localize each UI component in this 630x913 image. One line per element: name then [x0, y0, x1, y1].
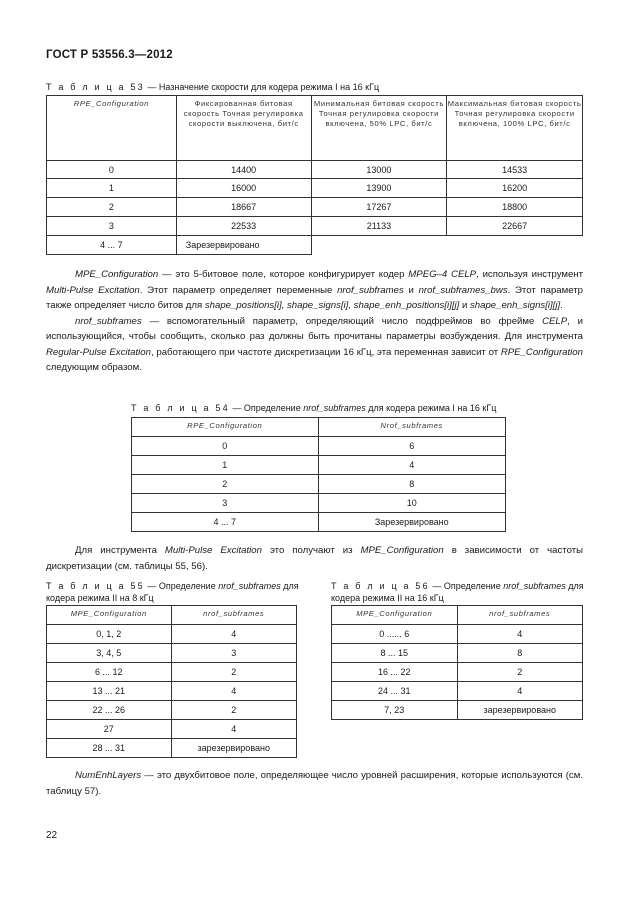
- table-cell: 13000: [311, 161, 447, 179]
- table-row: [47, 720, 297, 739]
- table-row: [47, 198, 583, 217]
- paragraph-nrof-subframes: nrof_subframes — вспомогательный параметр, определяющий число подфреймов во фрейме CELP, и использующийся, чтобы сообщить, сколько раз должны быть прочитаны параметры возбуждения. Для инструмента Regular-Pulse Excitation, работающего при частоте дискретизации 16 кГц, эта переменная зависит от RPE_Configuration следующим образом.: [46, 315, 583, 373]
- table-cell: 14400: [176, 161, 311, 179]
- table53-header-cell: Максимальная битовая скорость Точная регулировка скорости включена, 100% LPC, бит/с: [447, 96, 583, 161]
- table-cell: 16200: [447, 179, 583, 198]
- paragraph-mpe-configuration: MPE_Configuration — это 5-битовое поле, которое конфигурирует кодер MPEG–4 CELP, используя инструмент Multi-Pulse Excitation. Этот параметр определяет переменные nrof_subframes и nrof_subframes_bws. Этот параметр также определяет число битов для shape_positions[i], shape_signs[i], shape_enh_positions[i][j] и shape_enh_signs[i][j].: [46, 269, 584, 311]
- table53: [46, 95, 583, 255]
- table-cell: 13900: [311, 179, 447, 198]
- table-cell: 17267: [311, 198, 447, 217]
- table-row: [332, 701, 583, 720]
- table-row: [47, 625, 297, 644]
- table-cell: 10: [318, 494, 506, 513]
- table53-title: — Назначение скорости для кодера режима I на 16 кГц: [144, 82, 380, 92]
- table54: [131, 417, 506, 532]
- table55-header-row: [47, 606, 297, 625]
- table-cell: 3: [47, 217, 177, 236]
- table-cell: 16000: [176, 179, 311, 198]
- table54-header-cell: RPE_Configuration: [132, 418, 319, 437]
- table-cell: 1: [47, 179, 177, 198]
- table-cell: 2: [171, 663, 296, 682]
- table-cell: 0: [132, 437, 319, 456]
- table-cell: 6 ... 12: [47, 663, 172, 682]
- table-row: [47, 179, 583, 198]
- table-row: [332, 682, 583, 701]
- table54-caption: Т а б л и ц а 54 — Определение nrof_subframes для кодера режима I на 16 кГц: [131, 403, 497, 413]
- table-row: [47, 663, 297, 682]
- table54-label: Т а б л и ц а 54: [131, 403, 230, 413]
- body-text-block-2: [46, 543, 583, 574]
- table55-header-cell: MPE_Configuration: [47, 606, 172, 625]
- table-row: [332, 625, 583, 644]
- table-cell: 27: [47, 720, 172, 739]
- table-cell: 8: [318, 475, 506, 494]
- table-cell: 8 ... 15: [332, 644, 458, 663]
- table54-header-cell: Nrof_subframes: [318, 418, 506, 437]
- table-row: [132, 437, 506, 456]
- table-cell: 13 ... 21: [47, 682, 172, 701]
- table56-caption: Т а б л и ц а 56 — Определение nrof_subframes для кодера режима II на 16 кГц: [331, 581, 584, 603]
- body-text-block: [46, 267, 583, 376]
- table-cell: 4: [171, 682, 296, 701]
- table-cell: 2: [47, 198, 177, 217]
- table-cell: 4: [457, 625, 582, 644]
- table-cell: 4: [171, 625, 296, 644]
- table-row: [47, 739, 297, 758]
- paragraph-num-enh-layers: NumEnhLayers — это двухбитовое поле, определяющее число уровней расширения, которые используются (см. таблицу 57).: [46, 770, 583, 797]
- table56-label: Т а б л и ц а 56: [331, 581, 430, 591]
- table-cell: 4 ... 7: [47, 236, 177, 255]
- table-cell: 21133: [311, 217, 447, 236]
- table53-label: Т а б л и ц а 53: [46, 82, 145, 92]
- table-row: [47, 701, 297, 720]
- table-cell: 28 ... 31: [47, 739, 172, 758]
- table-row: [47, 236, 583, 255]
- table-cell: зарезервировано: [457, 701, 582, 720]
- table56-header-cell: nrof_subframes: [457, 606, 582, 625]
- table-cell: Зарезервировано: [318, 513, 506, 532]
- document-header: ГОСТ Р 53556.3—2012: [46, 49, 173, 61]
- table-row: [132, 475, 506, 494]
- table-cell-empty: [447, 236, 583, 255]
- table56: [331, 605, 583, 720]
- table-cell: 1: [132, 456, 319, 475]
- table-cell-empty: [311, 236, 447, 255]
- table53-caption: [46, 82, 379, 92]
- table-cell: 2: [457, 663, 582, 682]
- table-cell: 0: [47, 161, 177, 179]
- table-row: [332, 644, 583, 663]
- table-row: [47, 217, 583, 236]
- table-row: [132, 513, 506, 532]
- table-cell: Зарезервировано: [176, 236, 311, 255]
- table-cell: 0 ...... 6: [332, 625, 458, 644]
- table-cell: 3, 4, 5: [47, 644, 172, 663]
- table-cell: 16 ... 22: [332, 663, 458, 682]
- table-cell: 3: [171, 644, 296, 663]
- table-cell: 18667: [176, 198, 311, 217]
- table-row: [132, 456, 506, 475]
- table55-header-cell: nrof_subframes: [171, 606, 296, 625]
- table55-label: Т а б л и ц а 55: [46, 581, 145, 591]
- table-cell: 0, 1, 2: [47, 625, 172, 644]
- table-cell: 2: [132, 475, 319, 494]
- table53-header-cell: Фиксированная битовая скорость Точная регулировка скорости выключена, бит/с: [176, 96, 311, 161]
- table-cell: зарезервировано: [171, 739, 296, 758]
- table54-header-row: [132, 418, 506, 437]
- table-cell: 22667: [447, 217, 583, 236]
- table53-header-row: [47, 96, 583, 161]
- table56-header-row: [332, 606, 583, 625]
- table-cell: 4: [457, 682, 582, 701]
- table-row: [332, 663, 583, 682]
- table-cell: 14533: [447, 161, 583, 179]
- table-row: [47, 644, 297, 663]
- table-cell: 22 ... 26: [47, 701, 172, 720]
- table-cell: 4 ... 7: [132, 513, 319, 532]
- paragraph-multi-pulse: Для инструмента Multi-Pulse Excitation это получают из MPE_Configuration в зависимости от частоты дискретизации (см. таблицы 55, 56).: [46, 545, 583, 572]
- table-cell: 24 ... 31: [332, 682, 458, 701]
- table55-caption: Т а б л и ц а 55 — Определение nrof_subframes для кодера режима II на 8 кГц: [46, 581, 299, 603]
- table-cell: 4: [318, 456, 506, 475]
- table-cell: 3: [132, 494, 319, 513]
- table-cell: 4: [171, 720, 296, 739]
- table53-header-cell: RPE_Configuration: [47, 96, 177, 161]
- page-number: 22: [46, 830, 58, 841]
- body-text-block-3: [46, 768, 583, 799]
- table-row: [132, 494, 506, 513]
- table-cell: 22533: [176, 217, 311, 236]
- table-cell: 6: [318, 437, 506, 456]
- table56-header-cell: MPE_Configuration: [332, 606, 458, 625]
- table-cell: 18800: [447, 198, 583, 217]
- table-cell: 7, 23: [332, 701, 458, 720]
- table-row: [47, 682, 297, 701]
- table-row: [47, 161, 583, 179]
- table55: [46, 605, 297, 758]
- table53-header-cell: Минимальная битовая скорость Точная регулировка скорости включена, 50% LPC, бит/с: [311, 96, 447, 161]
- table-cell: 8: [457, 644, 582, 663]
- table-cell: 2: [171, 701, 296, 720]
